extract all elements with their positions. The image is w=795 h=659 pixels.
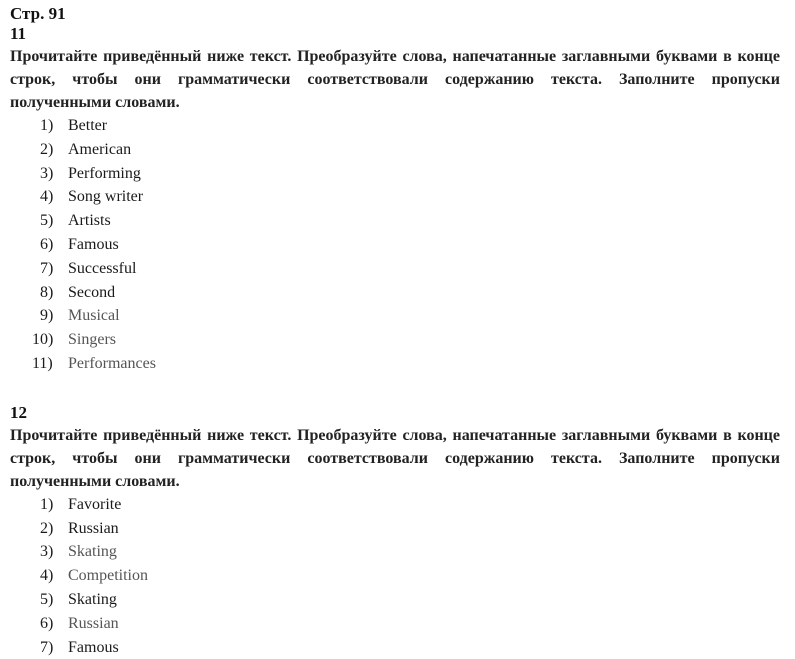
answer-item [40,162,780,186]
answer-text: Competition [68,567,148,585]
answer-number: 7) [40,638,54,656]
answer-number: 5) [40,590,54,608]
answer-item [40,517,780,541]
answer-number: 1) [40,495,54,513]
answer-item [40,185,780,209]
answer-number: 2) [40,140,54,158]
answer-list [10,493,780,659]
answer-text: Second [68,283,116,301]
answer-number: 6) [40,614,54,632]
answer-text: Favorite [68,495,122,513]
exercise-number: 12 [10,402,27,422]
answer-text: American [68,140,132,158]
answer-number: 3) [40,164,54,182]
answer-number: 9) [40,307,54,325]
answer-item [40,209,780,233]
answer-number: 4) [40,188,54,206]
answer-text: Famous [68,638,119,656]
answer-number: 5) [40,212,54,230]
exercise-12 [10,403,780,659]
answer-item [40,138,780,162]
answer-text: Musical [68,307,120,325]
answer-text: Skating [68,590,117,608]
exercise-instruction: Прочитайте приведённый ниже текст. Преобразуйте слова, напечатанные заглавными буквами в конце строк, чтобы они грамматически соответствовали содержанию текста. Заполните пропуски полученными словами. [10,426,780,490]
exercise-instruction: Прочитайте приведённый ниже текст. Преобразуйте слова, напечатанные заглавными буквами в конце строк, чтобы они грамматически соответствовали содержанию текста. Заполните пропуски полученными словами. [10,48,780,111]
answer-text: Russian [68,519,119,537]
answer-item [40,281,780,305]
answer-text: Singers [68,331,116,349]
answer-number: 4) [40,567,54,585]
answer-item [40,588,780,612]
answer-item [40,564,780,588]
answer-text: Performances [68,354,156,372]
answer-number: 7) [40,259,54,277]
answer-number: 1) [40,117,54,134]
answer-item [32,328,780,352]
answer-item [40,233,780,257]
answer-text: Famous [68,235,119,253]
answer-number: 10) [32,331,54,349]
answer-number: 8) [40,283,54,301]
answer-item [40,114,780,138]
answer-text: Skating [68,543,117,561]
answer-item [40,304,780,328]
answer-text: Performing [68,164,141,182]
answer-text: Better [68,117,108,134]
answer-list [10,114,780,376]
answer-item [40,493,780,517]
exercise-number: 11 [10,24,27,43]
page-number: Стр. 91 [10,4,66,23]
answer-number: 2) [40,519,54,537]
answer-item [40,540,780,564]
answer-number: 11) [32,354,53,372]
answer-text: Successful [68,259,137,277]
answer-number: 3) [40,543,54,561]
answer-text: Russian [68,614,119,632]
exercise-11 [10,24,780,376]
answer-item [32,352,780,376]
answer-number: 6) [40,235,54,253]
answer-item [40,612,780,636]
document-page [10,4,780,659]
answer-text: Artists [68,212,111,230]
answer-item [40,257,780,281]
answer-text: Song writer [68,188,144,206]
answer-item [40,636,780,659]
